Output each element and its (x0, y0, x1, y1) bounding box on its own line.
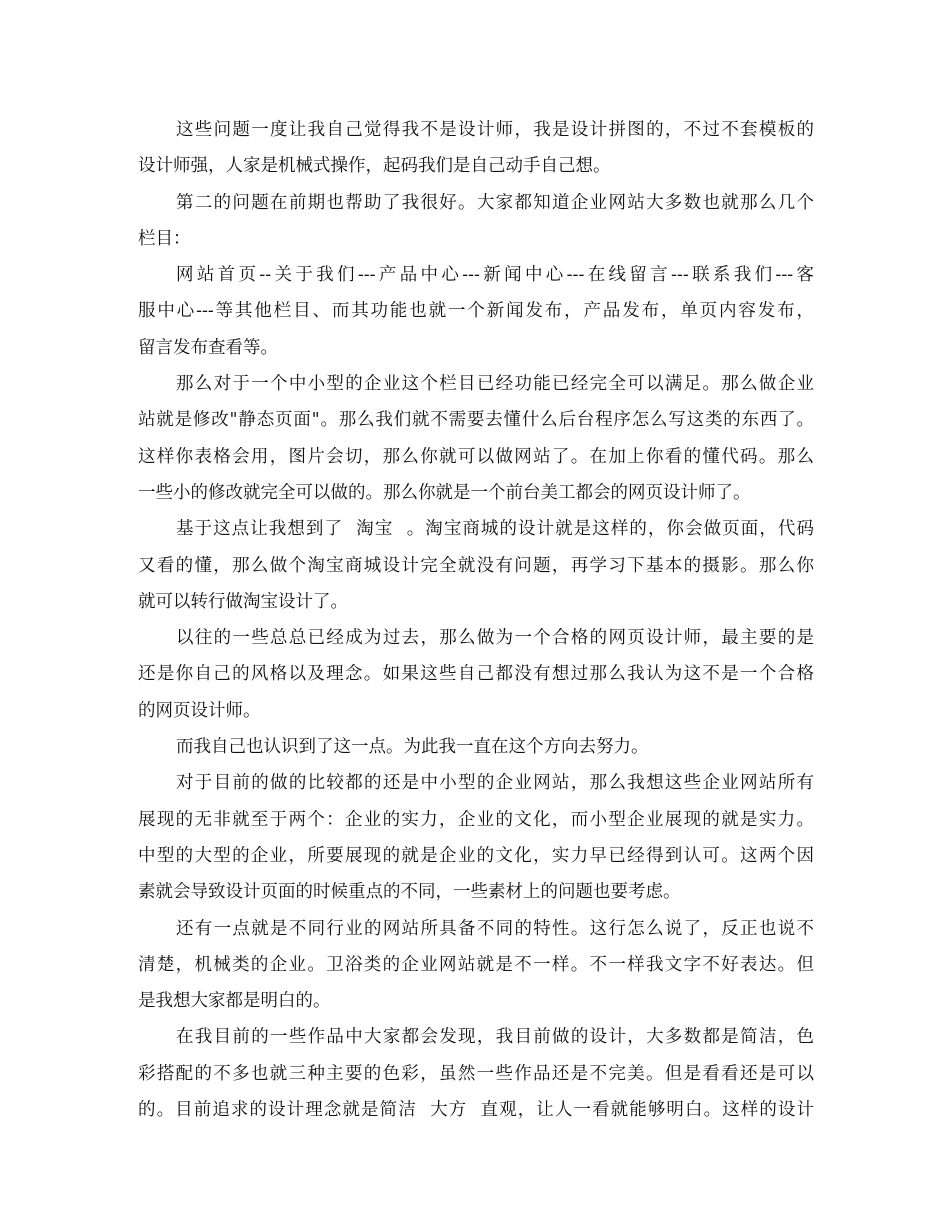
text-line: 对于目前的做的比较都的还是中小型的企业网站，那么我想这些企业网站所有 (176, 773, 814, 794)
text-line: 这样你表格会用，图片会切，那么你就可以做网站了。在加上你看的懂代码。那么 (138, 446, 814, 467)
text-line: 设计师强，人家是机械式操作，起码我们是自己动手自己想。 (138, 156, 611, 177)
text-line: 栏目： (138, 228, 191, 249)
text-line: 第二的问题在前期也帮助了我很好。大家都知道企业网站大多数也就那么几个 (176, 192, 814, 213)
text-line: 一些小的修改就完全可以做的。那么你就是一个前台美工都会的网页设计师了。 (138, 482, 751, 503)
text-line: 还有一点就是不同行业的网站所具备不同的特性。这行怎么说了，反正也说不 (176, 918, 814, 939)
document-body (138, 112, 814, 1128)
text-line: 素就会导致设计页面的时候重点的不同，一些素材上的问题也要考虑。 (138, 882, 681, 903)
text-line: 是我想大家都是明白的。 (138, 991, 331, 1012)
text-line: 服中心---等其他栏目、而其功能也就一个新闻发布，产品发布，单页内容发布， (138, 301, 814, 322)
text-line: 中型的大型的企业，所要展现的就是企业的文化，实力早已经得到认可。这两个因 (138, 845, 814, 866)
text-line: 留言发布查看等。 (138, 337, 278, 358)
text-line: 以往的一些总总已经成为过去，那么做为一个合格的网页设计师，最主要的是 (176, 628, 814, 649)
text-line: 又看的懂，那么做个淘宝商城设计完全就没有问题，再学习下基本的摄影。那么你 (138, 555, 814, 576)
text-line: 就可以转行做淘宝设计了。 (138, 591, 348, 612)
text-line: 还是你自己的风格以及理念。如果这些自己都没有想过那么我认为这不是一个合格 (138, 664, 814, 685)
text-line: 这些问题一度让我自己觉得我不是设计师，我是设计拼图的，不过不套模板的 (176, 120, 814, 140)
text-line: 站就是修改"静态页面"。那么我们就不需要去懂什么后台程序怎么写这类的东西了。 (138, 410, 814, 431)
text-line: 基于这点让我想到了 淘宝 。淘宝商城的设计就是这样的，你会做页面，代码 (176, 519, 814, 540)
text-line: 在我目前的一些作品中大家都会发现，我目前做的设计，大多数都是简洁，色 (176, 1027, 814, 1048)
text-line: 清楚，机械类的企业。卫浴类的企业网站就是不一样。不一样我文字不好表达。但 (138, 954, 814, 975)
text-line: 那么对于一个中小型的企业这个栏目已经功能已经完全可以满足。那么做企业 (176, 374, 814, 395)
text-line: 的网页设计师。 (138, 700, 261, 721)
text-line: 的。目前追求的设计理念就是简洁 大方 直观，让人一看就能够明白。这样的设计 (138, 1100, 814, 1121)
text-line: 网站首页--关于我们---产品中心---新闻中心---在线留言---联系我们---客 (176, 265, 814, 286)
text-line: 展现的无非就至于两个：企业的实力，企业的文化，而小型企业展现的就是实力。 (138, 809, 814, 830)
text-line: 彩搭配的不多也就三种主要的色彩，虽然一些作品还是不完美。但是看看还是可以 (138, 1063, 814, 1084)
text-line: 而我自己也认识到了这一点。为此我一直在这个方向去努力。 (176, 737, 649, 758)
